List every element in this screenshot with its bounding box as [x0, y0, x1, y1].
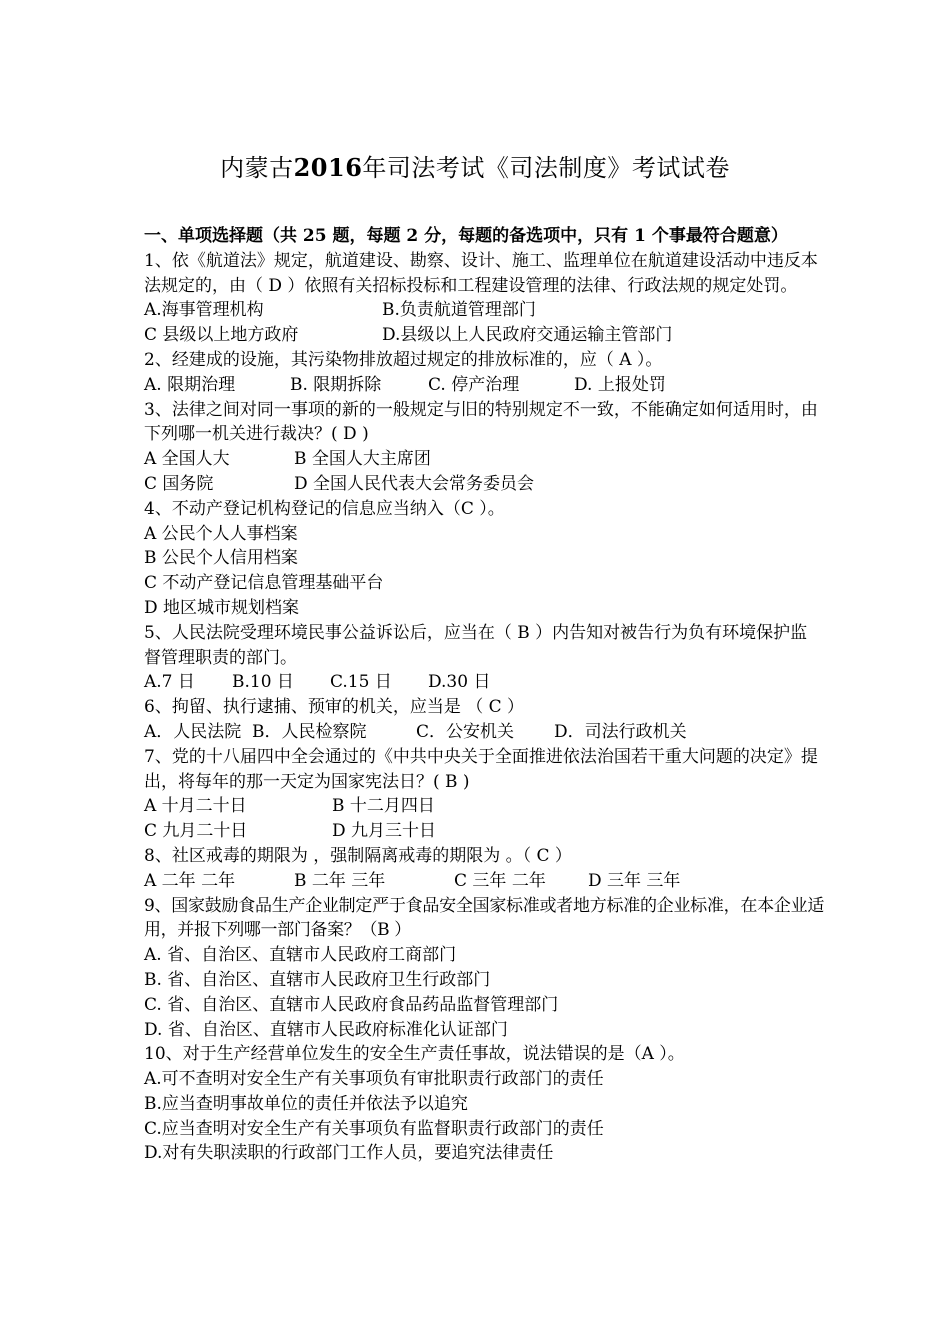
option-text: C. 停产治理 [428, 374, 520, 395]
question-1 [144, 249, 824, 348]
question-5 [144, 621, 824, 695]
option-row [144, 1117, 824, 1142]
option-row [144, 1141, 824, 1166]
title-year: 2016 [293, 153, 363, 182]
option-row [144, 472, 824, 497]
option-text: B 十二月四日 [332, 796, 435, 817]
option-text: A．人民法院 [144, 721, 242, 742]
question-3 [144, 398, 824, 497]
question-10 [144, 1042, 824, 1166]
section-heading: 一、单项选择题（共 25 题，每题 2 分，每题的备选项中，只有 1 个事最符合题意） [144, 226, 788, 246]
question-stem: 2、经建成的设施，其污染物排放超过规定的排放标准的，应（ A ）。 [144, 349, 663, 370]
question-stem: 9、国家鼓励食品生产企业制定严于食品安全国家标准或者地方标准的企业标准，在本企业适用，并报下列哪一部门备案？（B ） [144, 895, 824, 941]
option-text: D．司法行政机关 [554, 721, 687, 742]
option-row [144, 869, 824, 894]
option-row [144, 298, 824, 323]
option-text: B. 限期拆除 [290, 374, 382, 395]
option-text: C 国务院 [144, 473, 214, 494]
question-stem: 6、拘留、执行逮捕、预审的机关，应当是 （ C ） [144, 697, 525, 718]
option-text: B.应当查明事故单位的责任并依法予以追究 [144, 1093, 468, 1114]
option-text: A 二年 二年 [144, 870, 236, 891]
option-row [144, 794, 824, 819]
option-text: B 二年 三年 [294, 870, 386, 891]
question-2 [144, 348, 824, 398]
option-text: C 九月二十日 [144, 821, 248, 842]
question-7 [144, 745, 824, 844]
option-text: D.对有失职渎职的行政部门工作人员，要追究法律责任 [144, 1143, 554, 1164]
option-row [144, 1018, 824, 1043]
question-stem: 8、社区戒毒的期限为 ，强制隔离戒毒的期限为 。（ C ） [144, 845, 572, 866]
option-text: D 地区城市规划档案 [144, 597, 300, 618]
option-text: B.10 日 [232, 672, 294, 693]
option-row [144, 968, 824, 993]
option-text: C. 省、自治区、直辖市人民政府食品药品监督管理部门 [144, 994, 559, 1015]
option-text: D. 上报处罚 [574, 374, 666, 395]
option-text: A. 省、自治区、直辖市人民政府工商部门 [144, 945, 457, 966]
option-text: C 不动产登记信息管理基础平台 [144, 573, 384, 594]
question-stem: 10、对于生产经营单位发生的安全生产责任事故，说法错误的是（A ）。 [144, 1044, 685, 1065]
option-text: D.县级以上人民政府交通运输主管部门 [382, 325, 673, 346]
option-text: D 九月三十日 [332, 821, 437, 842]
option-row [144, 993, 824, 1018]
option-text: C．公安机关 [416, 721, 515, 742]
option-row [144, 373, 824, 398]
option-text: D. 省、自治区、直辖市人民政府标准化认证部门 [144, 1019, 508, 1040]
title-suffix: 年司法考试《司法制度》考试试卷 [362, 154, 730, 182]
question-stem: 4、不动产登记机构登记的信息应当纳入（C ）。 [144, 498, 505, 519]
option-text: B．人民检察院 [252, 721, 367, 742]
option-text: C 三年 二年 [454, 870, 546, 891]
option-row [144, 571, 824, 596]
option-text: B 公民个人信用档案 [144, 548, 298, 569]
option-text: C.15 日 [330, 672, 392, 693]
option-text: A 全国人大 [144, 449, 230, 470]
option-text: A 十月二十日 [144, 796, 247, 817]
option-row [144, 1067, 824, 1092]
option-row [144, 720, 824, 745]
option-row [144, 1092, 824, 1117]
option-text: B 全国人大主席团 [294, 449, 431, 470]
question-4 [144, 497, 824, 621]
exam-content [144, 224, 824, 1166]
option-text: A.可不查明对安全生产有关事项负有审批职责行政部门的责任 [144, 1069, 604, 1090]
option-text: C.应当查明对安全生产有关事项负有监督职责行政部门的责任 [144, 1118, 604, 1139]
option-row [144, 943, 824, 968]
option-row [144, 522, 824, 547]
option-text: C 县级以上地方政府 [144, 325, 299, 346]
option-text: D.30 日 [428, 672, 491, 693]
question-list [144, 249, 824, 1166]
option-row [144, 323, 824, 348]
option-text: A 公民个人人事档案 [144, 523, 298, 544]
question-stem: 5、人民法院受理环境民事公益诉讼后，应当在（ B ）内告知对被告行为负有环境保护监督管理职责的部门。 [144, 622, 808, 668]
question-8 [144, 844, 824, 894]
question-stem: 7、党的十八届四中全会通过的《中共中央关于全面推进依法治国若干重大问题的决定》提出，将每年的那一天定为国家宪法日？( B ) [144, 746, 818, 792]
option-row [144, 546, 824, 571]
option-text: A.海事管理机构 [144, 300, 264, 321]
option-row [144, 819, 824, 844]
option-row [144, 670, 824, 695]
question-stem: 3、法律之间对同一事项的新的一般规定与旧的特别规定不一致，不能确定如何适用时，由下列哪一机关进行裁决？( D ) [144, 399, 818, 445]
question-stem: 1、依《航道法》规定，航道建设、勘察、设计、施工、监理单位在航道建设活动中违反本法规定的，由（ D ）依照有关招标投标和工程建设管理的法律、行政法规的规定处罚。 [144, 250, 818, 296]
question-9 [144, 894, 824, 1043]
question-6 [144, 695, 824, 745]
option-text: A. 限期治理 [144, 374, 236, 395]
document-title [0, 150, 950, 186]
option-text: B.负责航道管理部门 [382, 300, 536, 321]
option-row [144, 447, 824, 472]
option-text: D 全国人民代表大会常务委员会 [294, 473, 535, 494]
option-text: B. 省、自治区、直辖市人民政府卫生行政部门 [144, 969, 491, 990]
option-text: A.7 日 [144, 672, 195, 693]
option-row [144, 596, 824, 621]
option-text: D 三年 三年 [588, 870, 681, 891]
title-prefix: 内蒙古 [220, 154, 294, 182]
